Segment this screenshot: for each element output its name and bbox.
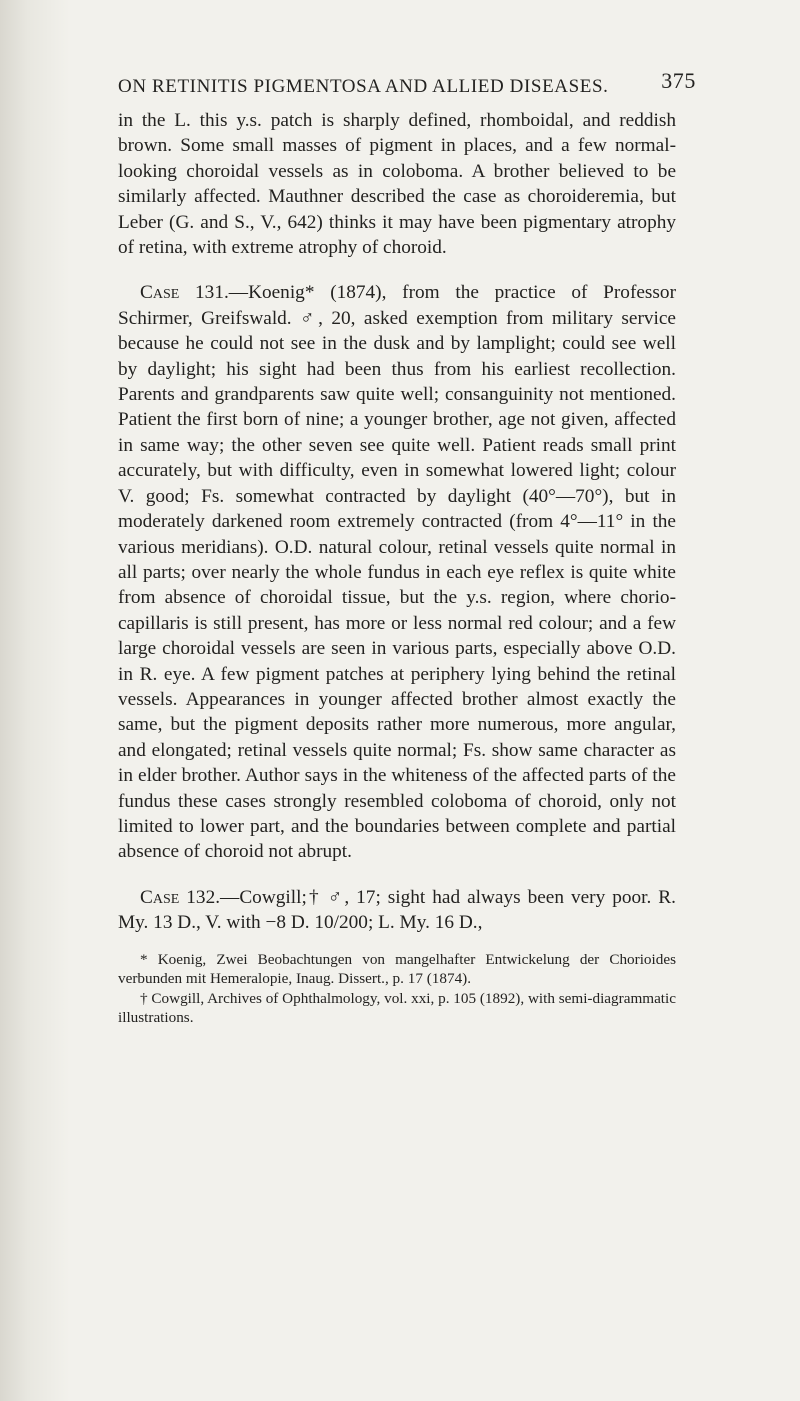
case-heading-132: Case 132. xyxy=(140,886,221,908)
footnote-koenig: * Koenig, Zwei Beobachtungen von mangelhafter Entwickelung der Chorioides verbunden mit Hemeralopie, Inaug. Dissert., p. 17 (1874). xyxy=(118,950,676,988)
paragraph-case-131 xyxy=(118,280,676,864)
footnote-cowgill: † Cowgill, Archives of Ophthalmology, vol. xxi, p. 105 (1892), with semi-diagrammatic illustrations. xyxy=(118,989,676,1027)
running-head xyxy=(118,68,696,108)
case-heading-131: Case 131. xyxy=(140,282,229,304)
paragraph-continued: in the L. this y.s. patch is sharply defined, rhomboidal, and reddish brown. Some small masses of pigment in places, and a few normal-looking choroidal vessels as in coloboma. A brother believed to be similarly affected. Mauthner described the case as choroideremia, but Leber (G. and S., V., 642) thinks it may have been pigmentary atrophy of retina, with extreme atrophy of choroid. xyxy=(118,110,676,259)
case-131-text: —Koenig* (1874), from the practice of Professor Schirmer, Greifswald. ♂, 20, asked exemption from military service because he could not see in the dusk and by lamplight; could see well by daylight; his sight had been thus from his earliest recollection. Parents and grandparents saw quite well; consanguinity not mentioned. Patient the first born of nine; a younger brother, age not given, affected in same way; the other seven see quite well. Patient reads small print accurately, but with difficulty, even in somewhat lowered light; colour V. good; Fs. somewhat contracted by daylight (40°—70°), but in moderately darkened room extremely contracted (from 4°—11° in the various meridians). O.D. natural colour, retinal vessels quite normal in all parts; over nearly the whole fundus in each eye reflex is quite white from absence of choroidal tissue, but the y.s. region, where chorio-capillaris is still present, has more or less normal red colour; and a few large choroidal vessels are seen in various parts, especially above O.D. in R. eye. A few pigment patches at periphery lying behind the retinal vessels. Appearances in younger affected brother almost exactly the same, but the pigment deposits rather more numerous, more angular, and elongated; retinal vessels quite normal; Fs. show same character as in elder brother. Author says in the whiteness of the affected parts of the fundus these cases strongly resembled coloboma of choroid, only not limited to lower part, and the boundaries between complete and partial absence of choroid not abrupt. xyxy=(118,282,676,863)
running-head-title: ON RETINITIS PIGMENTOSA AND ALLIED DISEASES. xyxy=(118,76,609,97)
paragraph-case-132 xyxy=(118,885,676,936)
book-page xyxy=(118,68,696,1028)
page-gutter-shadow xyxy=(0,0,70,1401)
page-number: 375 xyxy=(661,68,696,93)
case-132-text: —Cowgill;† ♂, 17; sight had always been very poor. R. My. 13 D., V. with −8 D. 10/200; L. My. 16 D., xyxy=(118,886,676,934)
body-text xyxy=(118,108,676,936)
footnotes xyxy=(118,950,676,1028)
